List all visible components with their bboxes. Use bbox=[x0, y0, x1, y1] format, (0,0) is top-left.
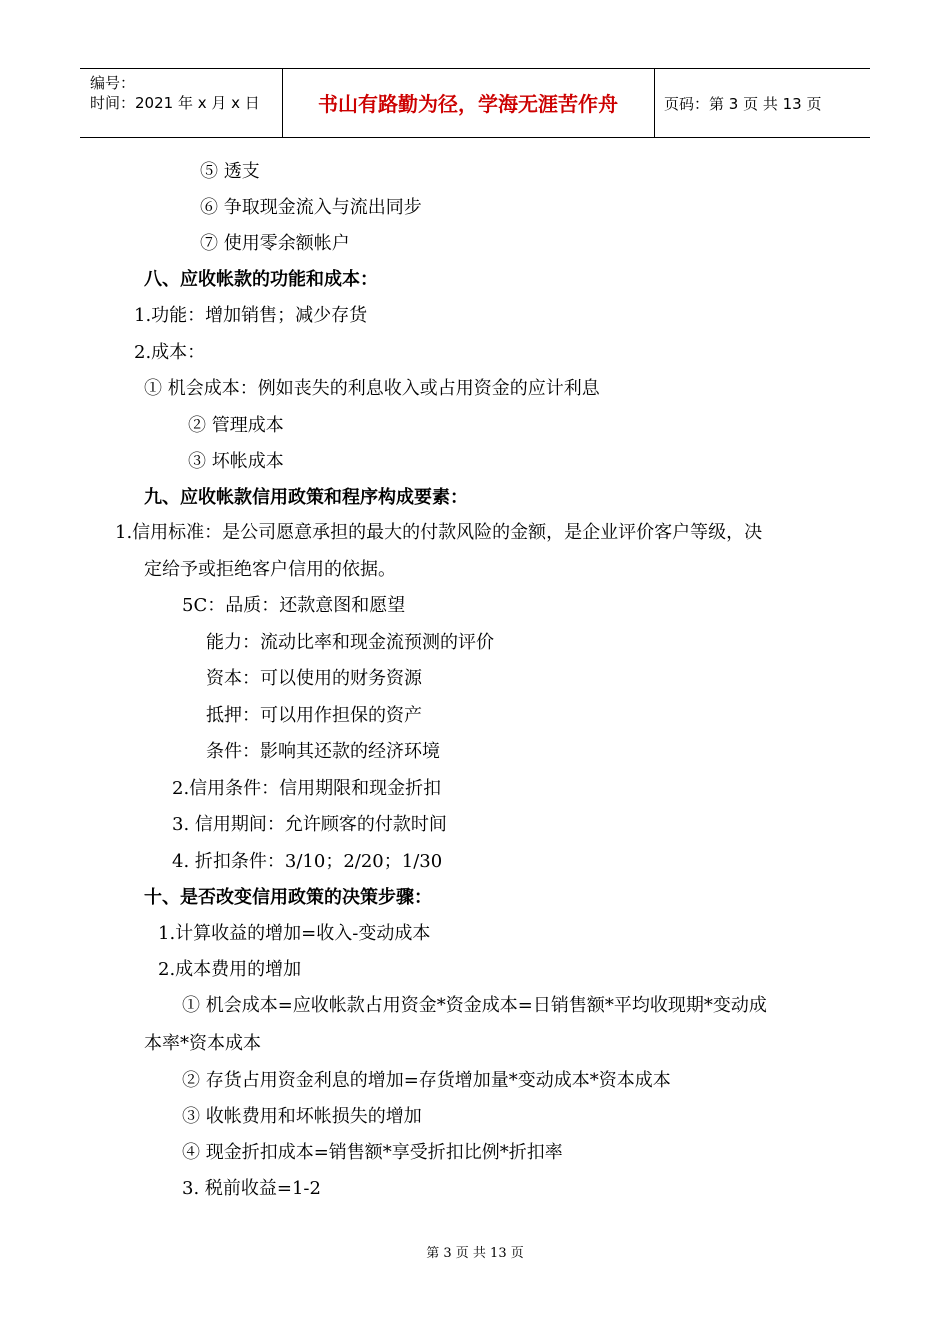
list-item: ④ 现金折扣成本=销售额*享受折扣比例*折扣率 bbox=[182, 1142, 563, 1163]
header-divider bbox=[654, 69, 655, 137]
list-item: ⑤ 透支 bbox=[200, 161, 260, 182]
list-item: ⑦ 使用零余额帐户 bbox=[200, 233, 350, 254]
paragraph-line: 本率*资本成本 bbox=[144, 1033, 261, 1054]
list-item: ③ 坏帐成本 bbox=[188, 451, 284, 472]
list-item: 2.信用条件：信用期限和现金折扣 bbox=[172, 778, 442, 799]
list-item: 4. 折扣条件：3/10；2/20；1/30 bbox=[172, 851, 443, 872]
list-item: ② 存货占用资金利息的增加=存货增加量*变动成本*资本成本 bbox=[182, 1070, 671, 1091]
paragraph-line: 定给予或拒绝客户信用的依据。 bbox=[144, 559, 396, 580]
list-item: 条件：影响其还款的经济环境 bbox=[206, 741, 440, 762]
paragraph-line: 1.信用标准：是公司愿意承担的最大的付款风险的金额，是企业评价客户等级，决 bbox=[115, 522, 763, 543]
list-item: 3. 信用期间：允许顾客的付款时间 bbox=[172, 814, 447, 835]
page-header bbox=[80, 68, 870, 138]
list-item: 2.成本： bbox=[134, 342, 206, 363]
section-heading: 十、是否改变信用政策的决策步骤： bbox=[144, 887, 432, 908]
header-page-info: 页码：第 3 页 共 13 页 bbox=[664, 95, 822, 113]
number-label: 编号： bbox=[90, 74, 136, 92]
list-item: ⑥ 争取现金流入与流出同步 bbox=[200, 197, 422, 218]
list-item: 资本：可以使用的财务资源 bbox=[206, 668, 422, 689]
list-item: ② 管理成本 bbox=[188, 415, 284, 436]
header-meta bbox=[90, 73, 260, 113]
header-motto: 书山有路勤为径，学海无涯苦作舟 bbox=[318, 92, 618, 116]
list-item: 5C：品质：还款意图和愿望 bbox=[182, 595, 406, 616]
section-heading: 九、应收帐款信用政策和程序构成要素： bbox=[144, 487, 468, 508]
paragraph-line: ① 机会成本=应收帐款占用资金*资金成本=日销售额*平均收现期*变动成 bbox=[182, 995, 767, 1016]
list-item: 抵押：可以用作担保的资产 bbox=[206, 705, 422, 726]
list-item: ③ 收帐费用和坏帐损失的增加 bbox=[182, 1106, 422, 1127]
list-item: 2.成本费用的增加 bbox=[158, 959, 302, 980]
list-item: 1.计算收益的增加=收入-变动成本 bbox=[158, 923, 431, 944]
time-label: 时间：2021 年 x 月 x 日 bbox=[90, 94, 260, 112]
page-footer: 第 3 页 共 13 页 bbox=[426, 1246, 524, 1261]
list-item: 能力：流动比率和现金流预测的评价 bbox=[206, 632, 494, 653]
section-heading: 八、应收帐款的功能和成本： bbox=[144, 269, 378, 290]
list-item: ① 机会成本：例如丧失的利息收入或占用资金的应计利息 bbox=[144, 378, 600, 399]
list-item: 1.功能：增加销售；减少存货 bbox=[134, 305, 368, 326]
list-item: 3. 税前收益=1-2 bbox=[182, 1178, 321, 1199]
